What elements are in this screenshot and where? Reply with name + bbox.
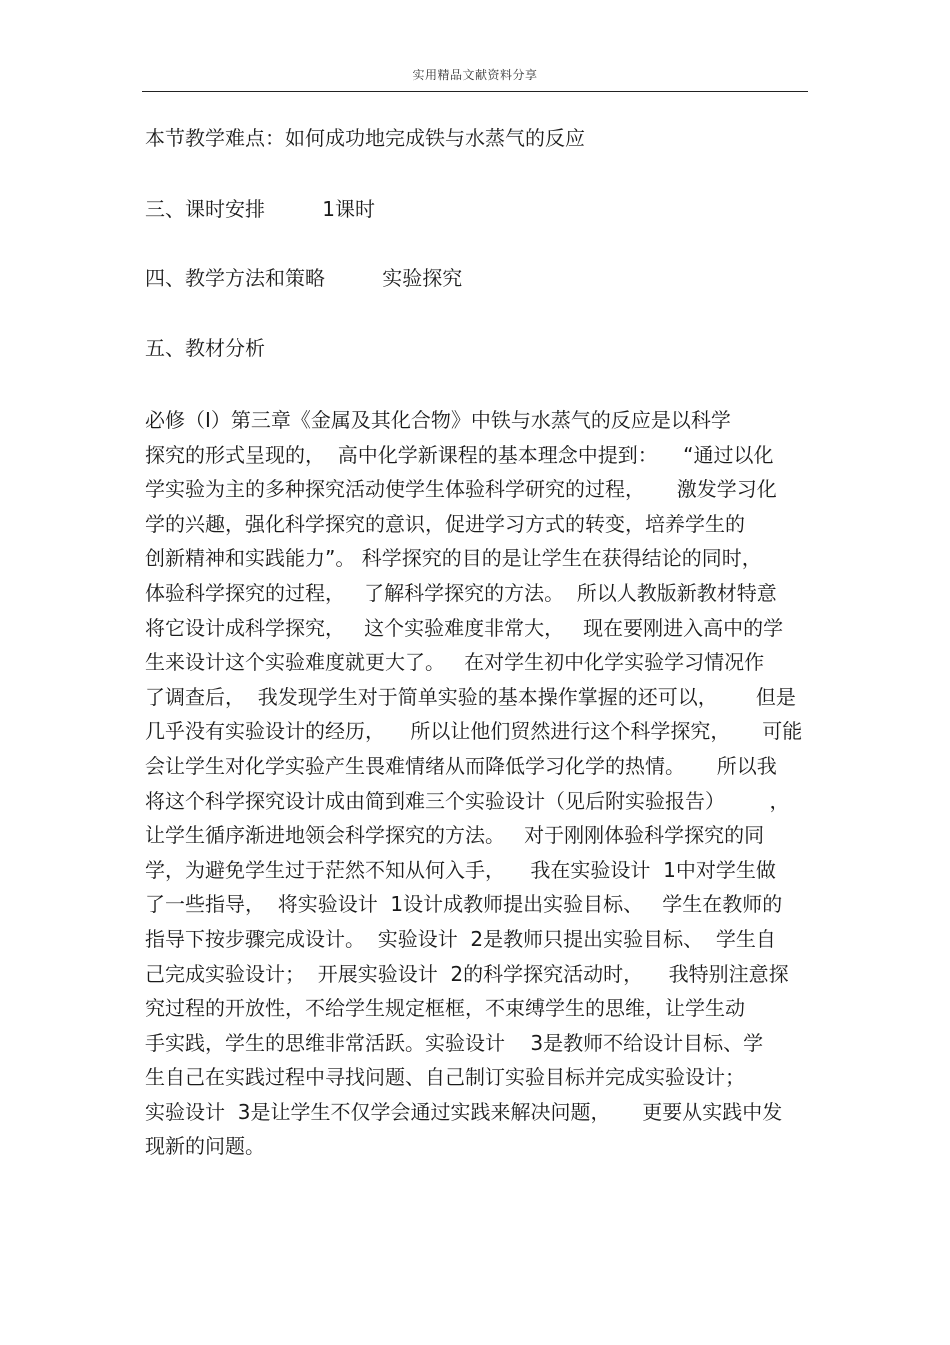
paragraph-line: 将它设计成科学探究， 这个实验难度非常大， 现在要刚进入高中的学 bbox=[145, 615, 784, 640]
paragraph-line: 让学生循序渐进地领会科学探究的方法。 对于刚刚体验科学探究的同 bbox=[145, 823, 765, 848]
paragraph-line: 己完成实验设计； 开展实验设计 2的科学探究活动时， 我特别注意探 bbox=[145, 961, 789, 986]
paragraph-line: 学，为避免学生过于茫然不知从何入手， 我在实验设计 1中对学生做 bbox=[145, 857, 776, 882]
paragraph-line: 会让学生对化学实验产生畏难情绪从而降低学习化学的热情。 所以我 bbox=[145, 753, 777, 778]
paragraph-line: 几乎没有实验设计的经历， 所以让他们贸然进行这个科学探究， 可能 bbox=[145, 719, 803, 744]
paragraph-line: 生来设计这个实验难度就更大了。 在对学生初中化学实验学习情况作 bbox=[145, 650, 765, 675]
paragraph-line: 了一些指导， 将实验设计 1设计成教师提出实验目标、 学生在教师的 bbox=[145, 892, 783, 917]
teaching-difficulty-line: 本节教学难点：如何成功地完成铁与水蒸气的反应 bbox=[145, 126, 585, 150]
paragraph-line: 体验科学探究的过程， 了解科学探究的方法。 所以人教版新教材特意 bbox=[145, 580, 777, 605]
paragraph-line: 创新精神和实践能力”。 科学探究的目的是让学生在获得结论的同时， bbox=[145, 546, 762, 571]
paragraph-line: 生自己在实践过程中寻找问题、自己制订实验目标并完成实验设计； bbox=[145, 1065, 745, 1090]
page-header: 实用精品文献资料分享 bbox=[412, 68, 538, 82]
paragraph-line: 手实践，学生的思维非常活跃。实验设计 3是教师不给设计目标、学 bbox=[145, 1030, 764, 1055]
paragraph-line: 必修（Ⅰ）第三章《金属及其化合物》中铁与水蒸气的反应是以科学 bbox=[145, 408, 731, 432]
paragraph-line: 学的兴趣，强化科学探究的意识，促进学习方式的转变，培养学生的 bbox=[145, 511, 745, 536]
paragraph-line: 将这个科学探究设计成由简到难三个实验设计（见后附实验报告） ， bbox=[145, 788, 790, 813]
paragraph-line: 探究的形式呈现的， 高中化学新课程的基本理念中提到： “通过以化 bbox=[145, 442, 774, 467]
paragraph-line: 究过程的开放性，不给学生规定框框，不束缚学生的思维，让学生动 bbox=[145, 996, 745, 1021]
paragraph-line: 学实验为主的多种探究活动使学生体验科学研究的过程， 激发学习化 bbox=[145, 477, 777, 502]
analysis-paragraph bbox=[145, 403, 802, 1164]
paragraph-line: 实验设计 3是让学生不仅学会通过实践来解决问题， 更要从实践中发 bbox=[145, 1099, 783, 1124]
paragraph-line: 了调查后， 我发现学生对于简单实验的基本操作掌握的还可以， 但是 bbox=[145, 684, 796, 709]
schedule-heading: 三、课时安排 1课时 bbox=[145, 197, 375, 221]
header-divider bbox=[142, 91, 808, 92]
paragraph-line: 指导下按步骤完成设计。 实验设计 2是教师只提出实验目标、 学生自 bbox=[145, 926, 776, 951]
analysis-heading: 五、教材分析 bbox=[145, 336, 265, 360]
paragraph-line: 现新的问题。 bbox=[145, 1134, 265, 1159]
method-heading: 四、教学方法和策略 实验探究 bbox=[145, 266, 463, 290]
